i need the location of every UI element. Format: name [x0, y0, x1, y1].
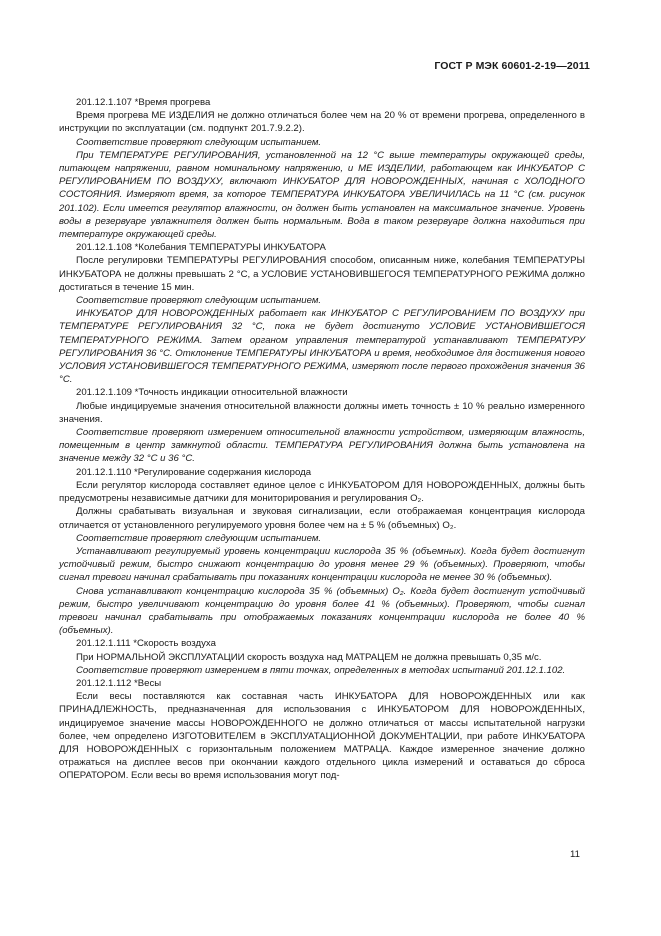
document-body — [59, 96, 585, 783]
section-heading: 201.12.1.108 *Колебания ТЕМПЕРАТУРЫ ИНКУБАТОРА — [76, 242, 326, 254]
paragraph: Соответствие проверяют измерением относительной влажности устройством, измеряющим влажность, помещенным в центр замкнутой области. ТЕМПЕРАТУРА РЕГУЛИРОВАНИЯ должна быть установлена на значение между 32 °С и 36 °С. — [59, 427, 585, 465]
paragraph: Соответствие проверяют следующим испытанием. — [76, 136, 322, 148]
paragraph: Соответствие проверяют следующим испытанием. — [76, 532, 322, 544]
section-heading: 201.12.1.111 *Скорость воздуха — [76, 638, 216, 650]
paragraph: При ТЕМПЕРАТУРЕ РЕГУЛИРОВАНИЯ, установленной на 12 °С выше температуры окружающей среды, питающем напряжении, равном номинальному напряжению, и МЕ ИЗДЕЛИИ, работающем как ИНКУБАТОР С РЕГУЛИРОВАНИЕМ ПО ВОЗДУХУ, включают ИНКУБАТОР ДЛЯ НОВОРОЖДЕННЫХ, начиная с ХОЛОДНОГО СОСТОЯНИЯ. Измеряют время, за которое ТЕМПЕРАТУРА ИНКУБАТОРА УВЕЛИЧИЛАСЬ на 11 °С (см. рисунок 201.102). Если имеется регулятор влажности, он должен быть установлен на максимальное значение. Уровень воды в резервуаре увлажнителя должен быть нормальным. Вода в таком резервуаре должна находиться при температуре окружающей среды. — [59, 149, 585, 241]
standard-header: ГОСТ Р МЭК 60601-2-19—2011 — [434, 60, 590, 72]
paragraph: Если регулятор кислорода составляет единое целое с ИНКУБАТОРОМ ДЛЯ НОВОРОЖДЕННЫХ, должны быть предусмотрены независимые датчики для мониторирования и регулирования O₂. — [59, 479, 585, 505]
paragraph: При НОРМАЛЬНОЙ ЭКСПЛУАТАЦИИ скорость воздуха над МАТРАЦЕМ не должна превышать 0,35 м/с. — [76, 651, 542, 663]
paragraph: Устанавливают регулируемый уровень концентрации кислорода 35 % (объемных). Когда будет достигнут устойчивый режим, быстро снижают концентрацию до уровня менее 29 % (объемных). Проверяют, чтобы сигнал тревоги начинал срабатывать при показаниях концентрации кислорода не менее 30 % (объемных). — [59, 545, 585, 584]
paragraph: Должны срабатывать визуальная и звуковая сигнализации, если отображаемая концентрация кислорода отличается от установленного регулируемого уровня более чем на ± 5 % (объемных) O₂. — [59, 506, 585, 531]
section-heading: 201.12.1.112 *Весы — [76, 677, 162, 689]
paragraph: Любые индицируемые значения относительной влажности должны иметь точность ± 10 % реально измеренного значения. — [59, 400, 585, 425]
paragraph: После регулировки ТЕМПЕРАТУРЫ РЕГУЛИРОВАНИЯ способом, описанным ниже, колебания ТЕМПЕРАТУРЫ ИНКУБАТОРА не должны превышать 2 °С, а УСЛОВИЕ УСТАНОВИВШЕГОСЯ ТЕМПЕРАТУРНОГО РЕЖИМА должно достигаться в течение 15 мин. — [59, 255, 585, 293]
paragraph: Соответствие проверяют следующим испытанием. — [76, 295, 322, 307]
paragraph: Соответствие проверяют измерением в пяти точках, определенных в методах испытаний 201.12.1.102. — [76, 664, 566, 676]
paragraph: Время прогрева МЕ ИЗДЕЛИЯ не должно отличаться более чем на 20 % от времени прогрева, определенного в инструкции по эксплуатации (см. подпункт 201.7.9.2.2). — [59, 110, 585, 135]
page-number: 11 — [570, 849, 580, 860]
paragraph: ИНКУБАТОР ДЛЯ НОВОРОЖДЕННЫХ работает как ИНКУБАТОР С РЕГУЛИРОВАНИЕМ ПО ВОЗДУХУ при ТЕМПЕРАТУРЕ РЕГУЛИРОВАНИЯ 32 °С, пока не будет достигнуто УСЛОВИЕ УСТАНОВИВШЕГОСЯ ТЕМПЕРАТУРНОГО РЕЖИМА. Затем органом управления температурой устанавливают ТЕМПЕРАТУРУ РЕГУЛИРОВАНИЯ 36 °С. Отклонение ТЕМПЕРАТУРЫ ИНКУБАТОРА и время, необходимое для достижения нового УСЛОВИЯ УСТАНОВИВШЕГОСЯ ТЕМПЕРАТУРНОГО РЕЖИМА, измеряют после первого прохождения значения 36 °С. — [59, 308, 585, 386]
section-heading: 201.12.1.109 *Точность индикации относительной влажности — [76, 387, 348, 399]
paragraph: Если весы поставляются как составная часть ИНКУБАТОРА ДЛЯ НОВОРОЖДЕННЫХ или как ПРИНАДЛЕЖНОСТЬ, предназначенная для использования с ИНКУБАТОРОМ ДЛЯ НОВОРОЖДЕННЫХ, индицируемое значение массы НОВОРОЖДЕННОГО не должно отличаться от массы испытательной нагрузки более, чем определено ИЗГОТОВИТЕЛЕМ в ЭКСПЛУАТАЦИОННОЙ ДОКУМЕНТАЦИИ, при работе ИНКУБАТОРА ДЛЯ НОВОРОЖДЕННЫХ с горизонтальным положением МАТРАЦА. Каждое измеренное значение должно отражаться на дисплее весов при окончании каждого отдельного цикла измерений и оставаться до сброса ОПЕРАТОРОМ. Если весы во время использования могут под- — [59, 691, 585, 782]
section-heading: 201.12.1.110 *Регулирование содержания кислорода — [76, 466, 312, 478]
paragraph: Снова устанавливают концентрацию кислорода 35 % (объемных) O₂. Когда будет достигнут устойчивый режим, быстро увеличивают концентрацию до уровня более 41 % (объемных). Проверяют, чтобы сигнал тревоги начинал срабатывать при отображаемых показаниях концентрации кислорода не более 40 % (объемных). — [59, 585, 585, 637]
section-heading: 201.12.1.107 *Время прогрева — [76, 97, 211, 108]
